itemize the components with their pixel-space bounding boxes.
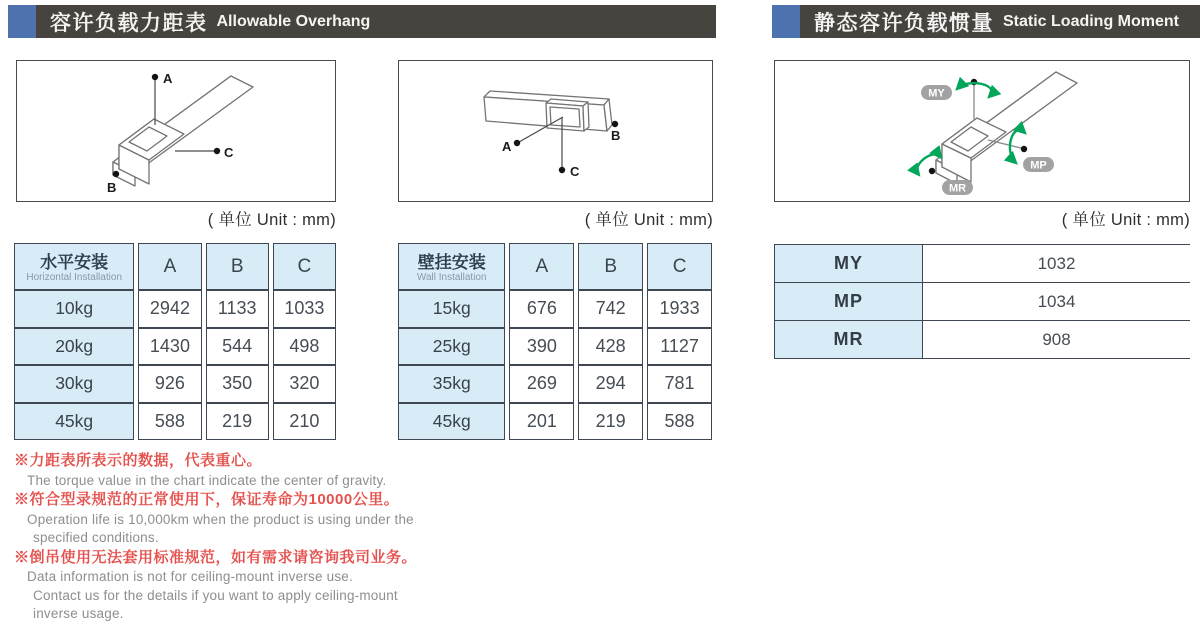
table-title-zh: 水平安装 — [40, 252, 109, 272]
label-a: A — [163, 71, 173, 86]
table-row — [14, 403, 336, 441]
table-row — [398, 403, 712, 441]
note-zh: ※力距表所表示的数据，代表重心。 — [14, 452, 263, 469]
value-c: 1127 — [647, 328, 712, 366]
label-a: A — [502, 139, 512, 154]
unit-label: ( 单位 Unit : mm) — [584, 211, 713, 229]
table-row — [398, 290, 712, 328]
value-a: 2942 — [138, 290, 201, 328]
load-label: 25kg — [398, 328, 505, 366]
value-b: 428 — [578, 328, 643, 366]
moment-diagram — [774, 60, 1190, 202]
value-c: 320 — [273, 365, 336, 403]
value-a: 390 — [509, 328, 574, 366]
value-b: 219 — [578, 403, 643, 441]
section-title-zh: 容许负载力距表 — [50, 11, 208, 35]
moment-value: 1034 — [923, 283, 1191, 321]
rail-drawing — [113, 76, 253, 186]
table-row — [775, 245, 1191, 283]
column-header-a: A — [509, 243, 574, 290]
unit-label: ( 单位 Unit : mm) — [207, 211, 336, 229]
table-row — [398, 365, 712, 403]
value-b: 544 — [206, 328, 269, 366]
note-en: specified conditions. — [33, 530, 159, 545]
value-b: 294 — [578, 365, 643, 403]
accent-square — [772, 5, 800, 38]
section-header-static-loading-moment — [772, 5, 1200, 38]
horizontal-diagram-svg — [17, 61, 335, 201]
moment-value: 908 — [923, 321, 1191, 359]
load-label: 15kg — [398, 290, 505, 328]
note-zh: ※符合型录规范的正常使用下，保证寿命为10000公里。 — [14, 491, 400, 508]
section-title-zh: 静态容许负载惯量 — [814, 11, 994, 35]
label-b: B — [107, 180, 117, 195]
value-a: 269 — [509, 365, 574, 403]
horizontal-installation-diagram — [16, 60, 336, 202]
wall-diagram-svg — [399, 61, 712, 201]
section-header-allowable-overhang — [8, 5, 716, 38]
table-row — [775, 283, 1191, 321]
label-c: C — [224, 145, 234, 160]
value-a: 676 — [509, 290, 574, 328]
column-header-c: C — [647, 243, 712, 290]
value-c: 1933 — [647, 290, 712, 328]
load-label: 45kg — [14, 403, 134, 441]
note-en: Data information is not for ceiling-mount inverse use. — [27, 569, 353, 584]
table-row — [14, 290, 336, 328]
mr-badge: MR — [948, 182, 967, 195]
note-en: Operation life is 10,000km when the product is using under the — [27, 511, 414, 527]
moment-label: MP — [775, 283, 923, 321]
label-b: B — [611, 128, 621, 143]
section-title-en: Allowable Overhang — [216, 12, 371, 30]
value-c: 210 — [273, 403, 336, 441]
label-c: C — [570, 164, 580, 179]
note-en: Contact us for the details if you want to apply ceiling-mount — [33, 587, 398, 603]
value-c: 588 — [647, 403, 712, 441]
table-title-en: Wall Installation — [416, 271, 487, 283]
value-b: 742 — [578, 290, 643, 328]
load-label: 35kg — [398, 365, 505, 403]
moment-diagram-svg — [775, 61, 1189, 201]
note-en: inverse usage. — [33, 606, 124, 621]
load-label: 30kg — [14, 365, 134, 403]
table-title-cell — [14, 243, 134, 290]
moment-value: 1032 — [923, 245, 1191, 283]
section-title-en: Static Loading Moment — [1003, 12, 1179, 30]
value-b: 219 — [206, 403, 269, 441]
wall-installation-diagram — [398, 60, 713, 202]
table-row — [775, 321, 1191, 359]
value-c: 498 — [273, 328, 336, 366]
column-header-c: C — [273, 243, 336, 290]
value-b: 350 — [206, 365, 269, 403]
table-row — [398, 328, 712, 366]
footnotes — [14, 451, 534, 624]
column-header-a: A — [138, 243, 201, 290]
rail-drawing — [936, 72, 1077, 184]
value-c: 781 — [647, 365, 712, 403]
horizontal-installation-table — [10, 243, 340, 440]
table-title-cell — [398, 243, 505, 290]
table-title-en: Horizontal Installation — [26, 271, 122, 283]
moment-label: MR — [775, 321, 923, 359]
accent-square — [8, 5, 36, 38]
column-header-b: B — [578, 243, 643, 290]
value-c: 1033 — [273, 290, 336, 328]
my-badge: MY — [928, 87, 945, 100]
table-title-zh: 壁挂安装 — [417, 252, 486, 272]
column-header-b: B — [206, 243, 269, 290]
value-b: 1133 — [206, 290, 269, 328]
table-row — [14, 328, 336, 366]
load-label: 20kg — [14, 328, 134, 366]
note-zh: ※倒吊使用无法套用标准规范，如有需求请咨询我司业务。 — [14, 548, 418, 566]
static-loading-moment-table — [774, 244, 1190, 359]
value-a: 926 — [138, 365, 201, 403]
value-a: 201 — [509, 403, 574, 441]
moment-label: MY — [775, 245, 923, 283]
mp-badge: MP — [1030, 159, 1047, 172]
note-en: The torque value in the chart indicate the center of gravity. — [27, 472, 387, 488]
wall-installation-table — [394, 243, 716, 440]
load-label: 10kg — [14, 290, 134, 328]
value-a: 588 — [138, 403, 201, 441]
load-label: 45kg — [398, 403, 505, 441]
table-row — [14, 365, 336, 403]
value-a: 1430 — [138, 328, 201, 366]
unit-label: ( 单位 Unit : mm) — [1061, 211, 1190, 229]
